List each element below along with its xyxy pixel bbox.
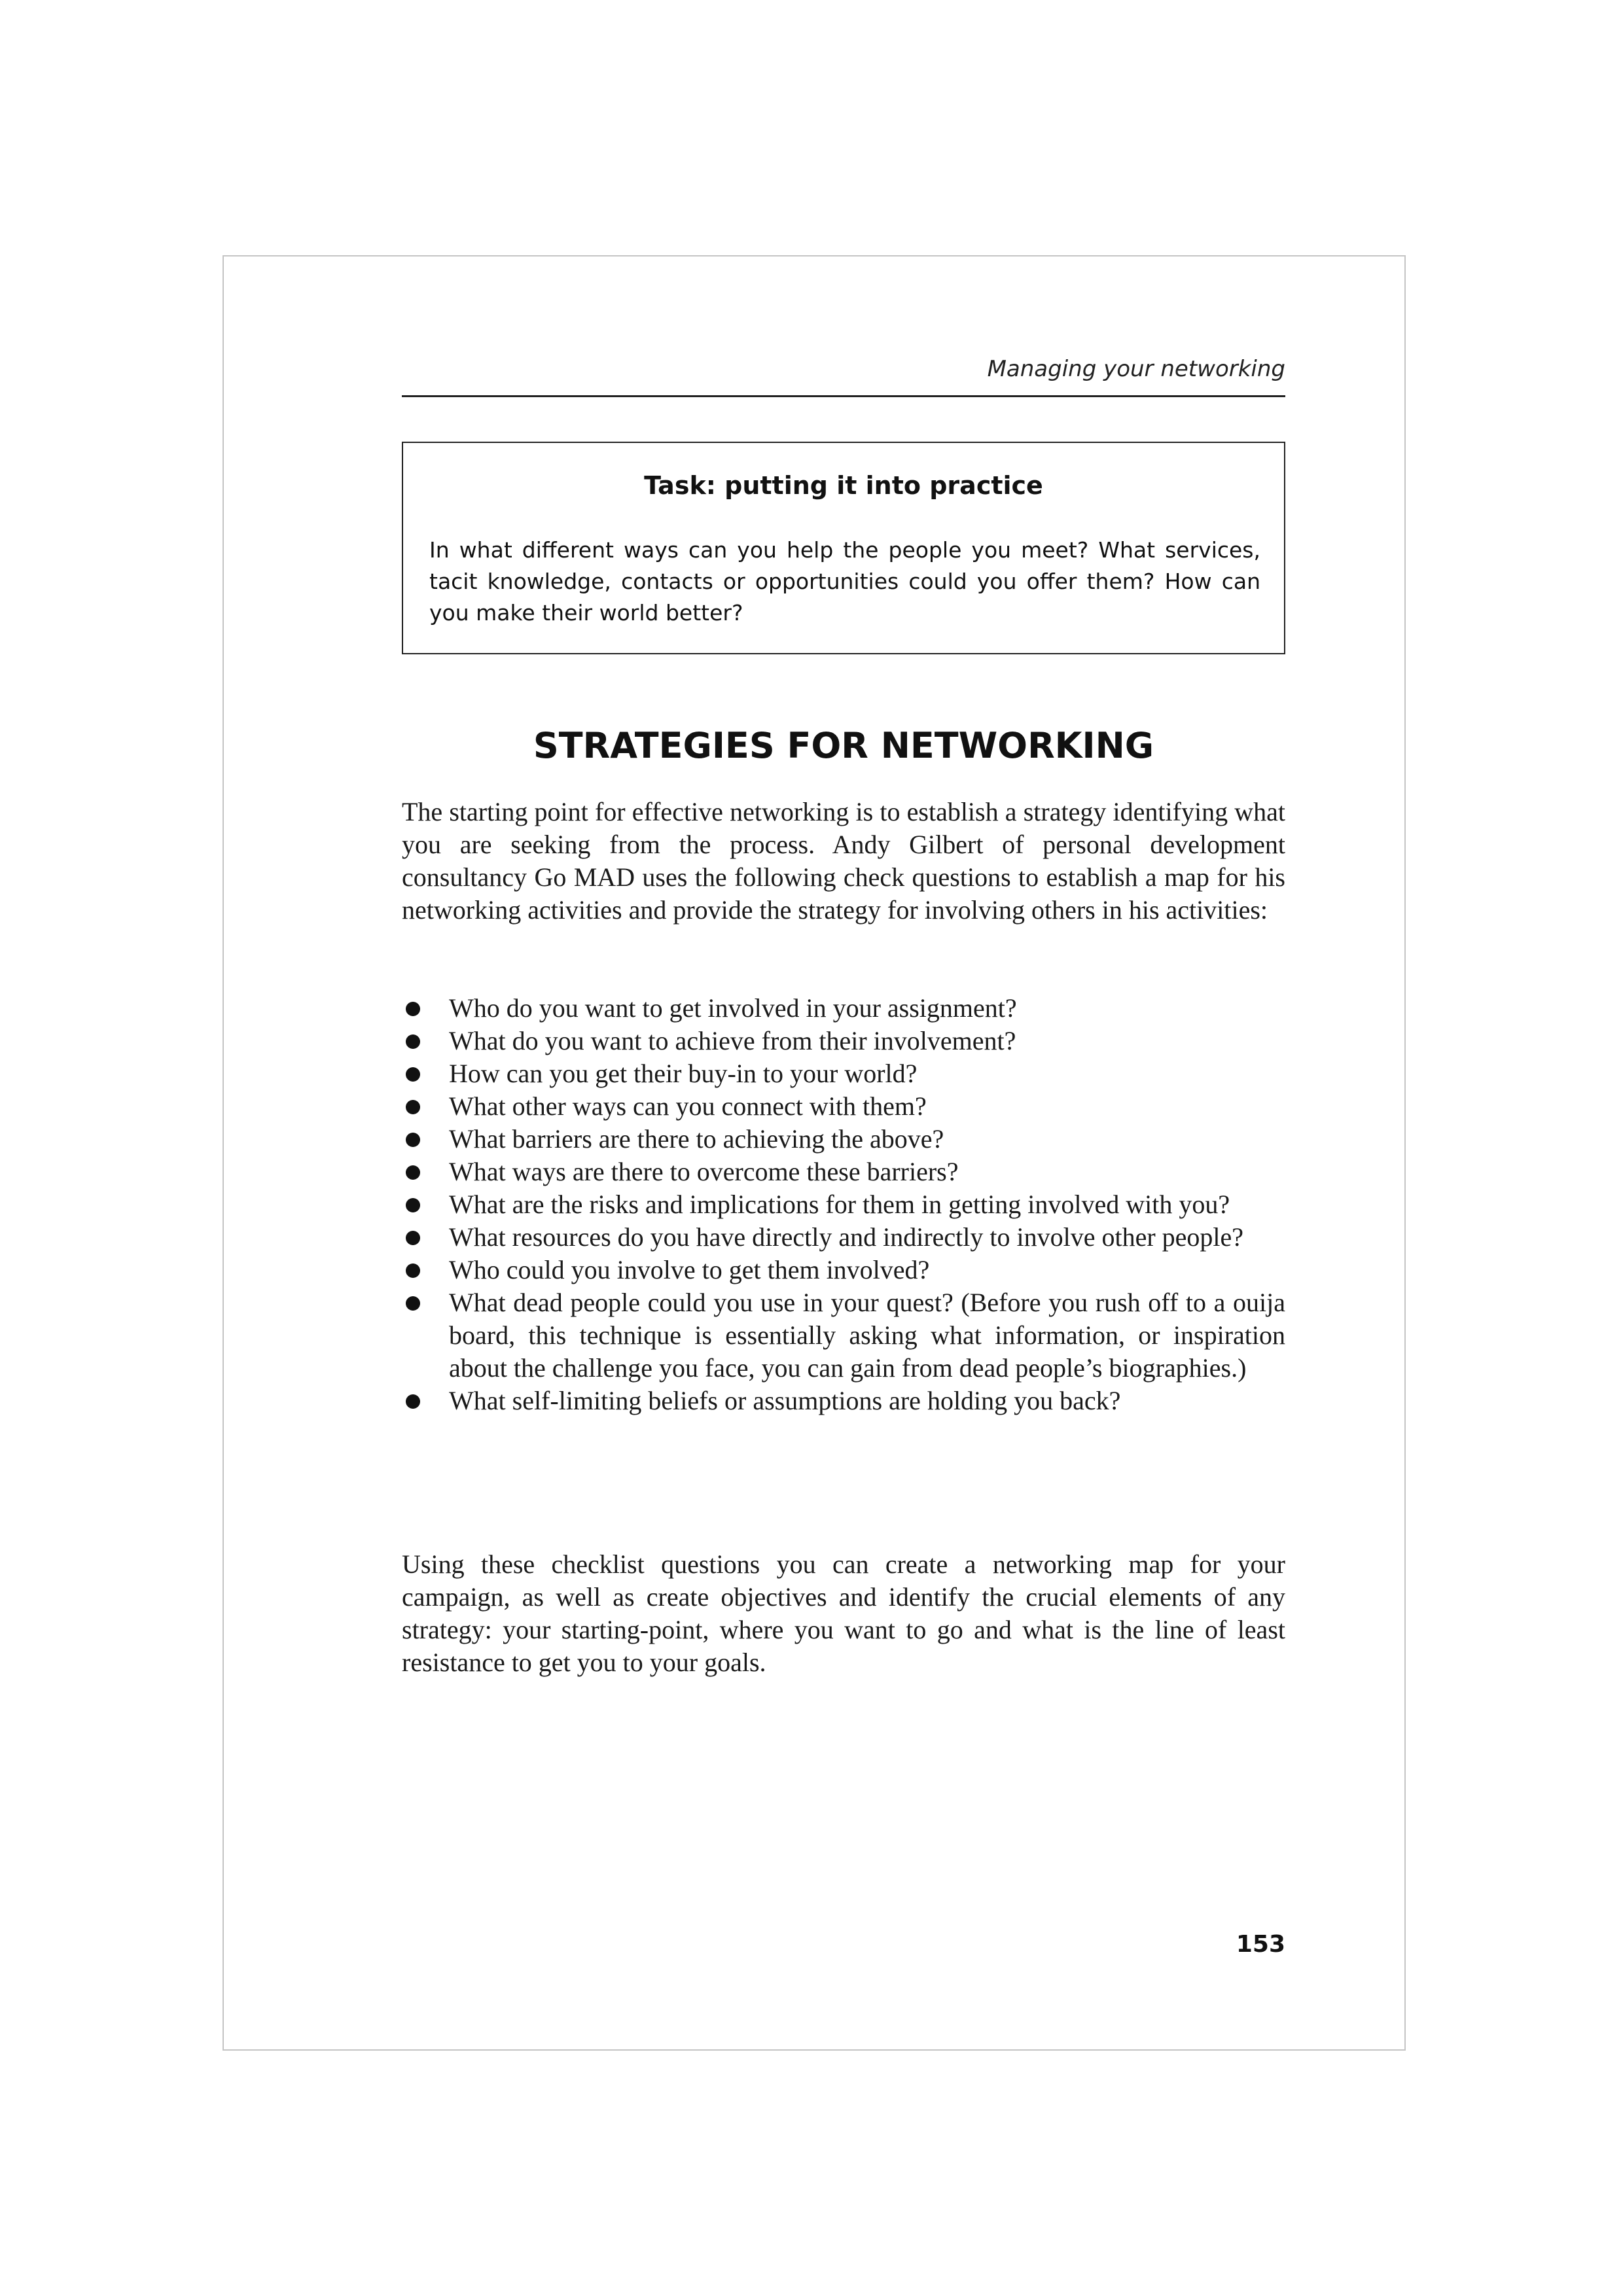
question-list: [402, 992, 1285, 1417]
bullet-icon: [406, 1263, 420, 1278]
list-item-text: What are the risks and implications for them in getting involved with you?: [449, 1190, 1230, 1219]
list-item-text: How can you get their buy-in to your world?: [449, 1059, 918, 1088]
section-heading: STRATEGIES FOR NETWORKING: [533, 725, 1154, 766]
list-item: [402, 1057, 1285, 1090]
list-item-text: What dead people could you use in your quest? (Before you rush off to a ouija board, this technique is essentially asking what information, or inspiration about the challenge you face, you can gain from dead people’s biographies.): [449, 1288, 1285, 1383]
list-item: [402, 1221, 1285, 1254]
list-item: [402, 1025, 1285, 1057]
list-item-text: Who could you involve to get them involved?: [449, 1255, 930, 1284]
list-item-text: What resources do you have directly and indirectly to involve other people?: [449, 1222, 1244, 1252]
bullet-icon: [406, 1394, 420, 1409]
bullet-icon: [406, 1034, 420, 1049]
list-item-text: What self-limiting beliefs or assumptions are holding you back?: [449, 1386, 1121, 1415]
bullet-icon: [406, 1198, 420, 1212]
task-box: [402, 442, 1285, 654]
list-item-text: What other ways can you connect with them?: [449, 1091, 927, 1121]
list-item-text: What barriers are there to achieving the above?: [449, 1124, 944, 1154]
running-head: Managing your networking: [987, 356, 1285, 382]
list-item: [402, 1254, 1285, 1286]
list-item: [402, 1385, 1285, 1417]
bullet-icon: [406, 1067, 420, 1082]
list-item: [402, 1188, 1285, 1221]
bullet-icon: [406, 1100, 420, 1114]
header-rule: [402, 395, 1285, 397]
bullet-icon: [406, 1002, 420, 1016]
bullet-icon: [406, 1133, 420, 1147]
bullet-icon: [406, 1296, 420, 1311]
list-item: [402, 1090, 1285, 1123]
bullet-icon: [406, 1165, 420, 1180]
task-box-text: In what different ways can you help the people you meet? What services, tacit knowledge, contacts or opportunities could you offer them? How can you make their world better?: [429, 537, 1260, 626]
list-item: [402, 1156, 1285, 1188]
list-item: [402, 1123, 1285, 1156]
list-item-text: Who do you want to get involved in your assignment?: [449, 993, 1017, 1023]
list-item: [402, 1286, 1285, 1385]
closing-paragraph: Using these checklist questions you can create a networking map for your campaign, as well as create objectives and identify the crucial elements of any strategy: your starting-point, where you want to go and what is the line of least resistance to get you to your goals.: [402, 1549, 1285, 1677]
bullet-icon: [406, 1231, 420, 1245]
list-item-text: What do you want to achieve from their involvement?: [449, 1026, 1016, 1055]
intro-paragraph: The starting point for effective networking is to establish a strategy identifying what you are seeking from the process. Andy Gilbert of personal development consultancy Go MAD uses the following check questions to establish a map for his networking activities and provide the strategy for involving others in his activities:: [402, 797, 1285, 925]
list-item: [402, 992, 1285, 1025]
page-number: 153: [1236, 1931, 1285, 1958]
task-box-title: Task: putting it into practice: [644, 471, 1043, 500]
list-item-text: What ways are there to overcome these barriers?: [449, 1157, 959, 1186]
